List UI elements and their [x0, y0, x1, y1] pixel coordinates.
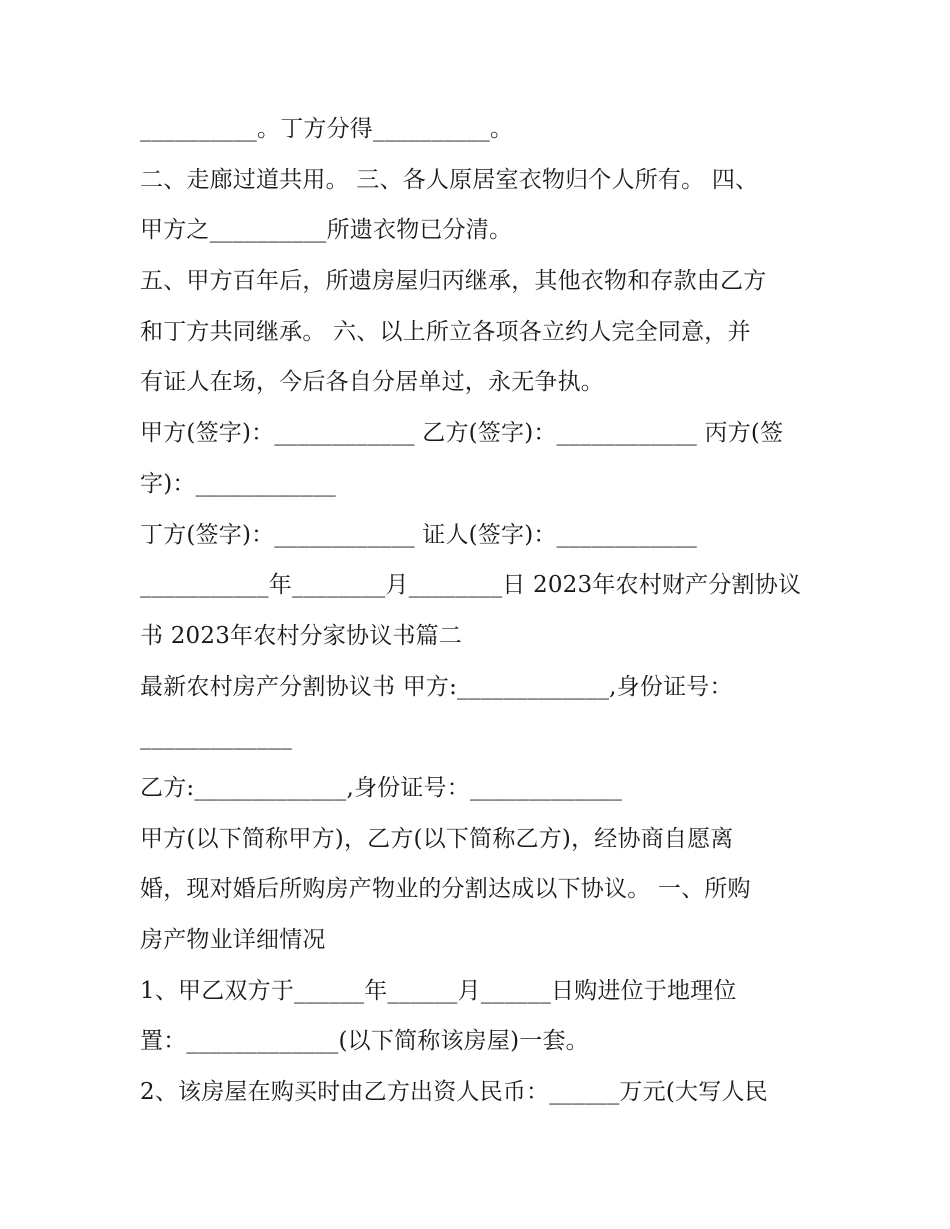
- signature-line: 字)：____________: [140, 470, 336, 497]
- text-line: 婚，现对婚后所购房产物业的分割达成以下协议。 一、所购: [140, 876, 751, 903]
- agreement-heading: 最新农村房产分割协议书 甲方:_____________,身份证号：: [140, 673, 733, 700]
- text-line: __________。丁方分得__________。: [140, 116, 514, 142]
- signature-line: 甲方(签字)：____________ 乙方(签字)：____________ 丙方(签: [140, 420, 784, 447]
- date-line: ___________年________月________日 2023年农村财产分割协议: [140, 572, 802, 599]
- section-title: 书 2023年农村分家协议书篇二: [140, 622, 463, 649]
- text-line: 1、甲乙双方于______年______月______日购进位于地理位: [140, 977, 737, 1004]
- text-line: 甲方(以下简称甲方)，乙方(以下简称乙方)，经协商自愿离: [140, 825, 734, 852]
- text-line: 置：_____________(以下简称该房屋)一套。: [140, 1028, 589, 1055]
- party-b-line: 乙方:_____________,身份证号：_____________: [140, 774, 623, 801]
- text-line: 五、甲方百年后，所遗房屋归丙继承，其他衣物和存款由乙方: [140, 268, 767, 295]
- text-line: 房产物业详细情况: [140, 927, 326, 953]
- text-line: 2、该房屋在购买时由乙方出资人民币：______万元(大写人民: [140, 1079, 768, 1106]
- id-blank-line: _____________: [140, 724, 293, 751]
- text-line: 二、走廊过道共用。 三、各人原居室衣物归个人所有。 四、: [140, 166, 759, 193]
- document-page: [140, 104, 830, 1118]
- text-line: 甲方之__________所遗衣物已分清。: [140, 217, 513, 244]
- text-line: 和丁方共同继承。 六、以上所立各项各立约人完全同意，并: [140, 318, 751, 345]
- signature-line: 丁方(签字)：____________ 证人(签字)：____________: [140, 521, 698, 548]
- text-line: 有证人在场，今后各自分居单过，永无争执。: [140, 369, 604, 396]
